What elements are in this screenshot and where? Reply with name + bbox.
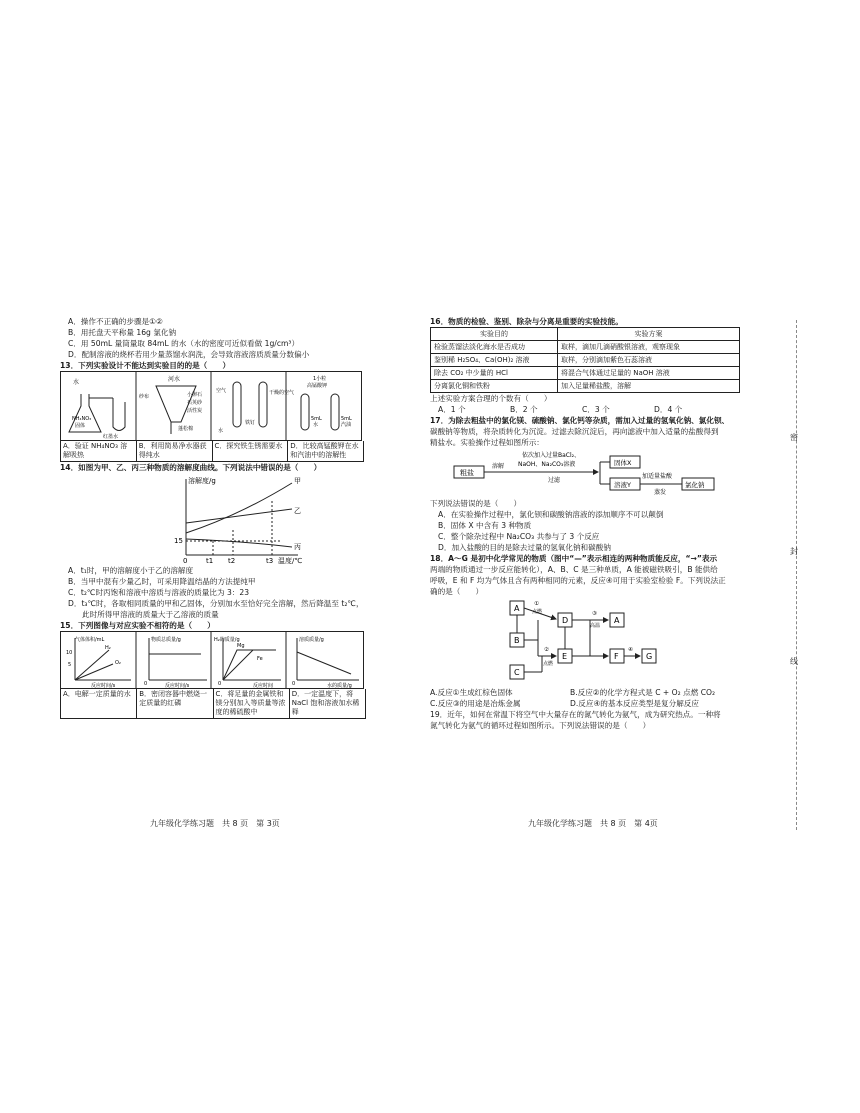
q18-mark-2: ② (544, 647, 549, 653)
q14-option-a: A．t₁时，甲的溶解度小于乙的溶解度 (68, 566, 194, 576)
q19-line-1: 19．近年，如何在常温下将空气中大量存在的氮气转化为氨气，成为研究热点。一种将 (430, 710, 721, 719)
q13b-label-sand: 石英砂 (187, 400, 203, 406)
q18-mark-1: ① (534, 601, 539, 607)
q14-xtick-t3: t3 (266, 557, 274, 566)
q13c-label-nail: 铁钉 (245, 420, 256, 426)
q13b-label-river: 河水 (168, 376, 181, 383)
q15-choice-d: D．一定温度下，将 NaCl 饱和溶液加水稀释 (291, 690, 360, 717)
q14-xtick-t2: t2 (228, 557, 236, 566)
q18-line-2: 两端的物质通过一步反应能转化），A、B、C 是三种单质，A 能被磁铁吸引，B 能供给 (430, 565, 718, 574)
q15b-xlabel: 反应时间/s (165, 683, 190, 690)
q13d-label-gasoline: 汽油 (341, 422, 352, 428)
q15a-ylabel: 气体体积/mL (75, 637, 105, 644)
q17-product: 氯化钠 (685, 481, 705, 489)
q18-option-d: D.反应④的基本反应类型是复分解反应 (570, 699, 699, 708)
q13d-label-5ml-a: 5mL (311, 416, 322, 422)
q18-line-1: 18．A～G 是初中化学常见的物质（图中“—”表示相连的两种物质能反应，“→”表示 (430, 554, 718, 563)
side-mark-mi: 密 (790, 433, 798, 442)
q17-option-a: A．在实验操作过程中，氯化钡和碳酸钠溶液的添加顺序不可以颠倒 (438, 510, 664, 519)
q14-stem: 14．如图为甲、乙、丙三种物质的溶解度曲线。下列说法中错误的是（ ） (60, 463, 322, 473)
q17-option-d: D．加入盐酸的目的是除去过量的氢氧化钠和碳酸钠 (438, 543, 611, 552)
q18-node-a: A (514, 604, 520, 613)
q17-line-3: 精盐水。实验操作过程如图所示： (430, 438, 544, 447)
q15-choice-b: B．密闭容器中燃烧一定质量的红磷 (137, 689, 213, 718)
q17-solution-y: 溶液Y (614, 481, 631, 489)
q13d-label-water: 水 (313, 422, 319, 428)
q14-xtick-t1: t1 (206, 557, 214, 566)
q17-add-reagents: 依次加入过量BaCl₂、 (522, 452, 581, 459)
q18-line-4: 确的是（ ） (430, 587, 484, 596)
q14-series-jia: 甲 (294, 477, 301, 486)
q16-option-a: A．1 个 (438, 405, 466, 414)
q15c-xlabel: 反应时间 (253, 683, 274, 690)
q17-crude-salt: 粗盐 (460, 469, 474, 477)
side-mark-feng: 封 (790, 547, 798, 556)
q14-option-c: C．t₂℃时丙饱和溶液中溶质与溶液的质量比为 3：23 (68, 588, 250, 598)
q13b-label-carbon: 活性炭 (187, 408, 203, 414)
q16-row2-plan: 取样，分别滴加紫色石蕊溶液 (558, 354, 740, 367)
q18-relation-diagram (430, 597, 795, 687)
q13a-label-water: 水 (73, 379, 80, 386)
q15d-ylabel: 溶质质量/g (299, 637, 324, 644)
q17-option-b: B．固体 X 中含有 3 种物质 (438, 521, 532, 530)
q18-options-row-2 (430, 698, 795, 709)
q16-table (430, 327, 740, 393)
q13b-label-gauze: 纱布 (139, 394, 150, 400)
q16-header-plan: 实验方案 (558, 328, 740, 341)
q14-xtick-0: 0 (183, 557, 188, 566)
q16-option-c: C．3 个 (582, 405, 610, 414)
q16-row1-goal: 检验蒸馏法淡化海水是否成功 (431, 341, 558, 354)
q13-stem: 13．下列实验设计不能达到实验目的的是（ ） (60, 361, 231, 370)
q13b-label-pebble: 小卵石 (187, 392, 203, 398)
q16-row1-plan: 取样，滴加几滴硝酸银溶液，观察现象 (558, 341, 740, 354)
q13a-label-salt: NH₄NO₃ (72, 416, 92, 422)
q18-node-a2: A (614, 616, 620, 625)
left-page (60, 316, 420, 832)
q13d-label-5ml-b: 5mL (341, 416, 352, 422)
q13-choice-b: B．利用简易净水器获得纯水 (137, 441, 213, 461)
left-page-footer: 九年级化学练习题 共 8 页 第 3页 (150, 819, 280, 828)
q13-choice-a: A．验证 NH₄NO₃ 溶解吸热 (61, 441, 137, 461)
table-row (431, 341, 740, 354)
q16-row2-goal: 鉴别稀 H₂SO₄、Ca(OH)₂ 溶液 (431, 354, 558, 367)
q18-node-b: B (514, 636, 520, 645)
q13d-label-grain: 1小粒 (313, 376, 327, 382)
q14-solubility-chart (60, 473, 420, 565)
q17-solid-x: 固体X (614, 459, 632, 467)
q18-option-b: B.反应②的化学方程式是 C + O₂ 点燃 CO₂ (570, 688, 716, 697)
q14-series-bing: 丙 (294, 543, 301, 552)
q15d-tick-0: 0 (292, 681, 296, 688)
q15a-line-h2: H₂ (105, 645, 111, 652)
q18-node-g: G (646, 652, 653, 661)
q18-mark-4: ④ (628, 647, 633, 653)
q13-apparatus-figure (60, 371, 362, 441)
q15b-tick-0: 0 (144, 681, 148, 688)
q18-node-c: C (514, 668, 520, 677)
q13c-label-air: 空气 (216, 388, 227, 394)
q15a-line-o2: O₂ (115, 660, 121, 667)
table-row (431, 380, 740, 393)
q18-node-e: E (562, 652, 568, 661)
q17-add-reagents-2: NaOH、Na₂CO₃溶液 (518, 461, 576, 468)
q17-line-2: 碳酸钠等物质，将杂质转化为沉淀。过滤去除沉淀后，再向滤液中加入适量的盐酸得到 (430, 427, 719, 436)
q13a-label-ink: 红墨水 (103, 434, 119, 440)
q14-option-d-cont: 此时所得甲溶液的质量大于乙溶液的质量 (82, 610, 219, 620)
q13-choices-row (60, 441, 364, 462)
q16-table-header (431, 328, 740, 341)
q17-option-c: C．整个除杂过程中 Na₂CO₃ 共参与了 3 个反应 (438, 532, 600, 541)
q16-row3-plan: 将混合气体通过足量的 NaOH 溶液 (558, 367, 740, 380)
q12-option-c: C．用 50mL 量筒量取 84mL 的水（水的密度可近似看做 1g/cm³） (68, 339, 300, 348)
q18-mark-hightemp: 高温 (590, 623, 601, 629)
q12-option-d: D．配制溶液的烧杯若用少量蒸馏水润洗，会导致溶液溶质质量分数偏小 (68, 350, 310, 359)
q15c-line-mg: Mg (237, 643, 245, 650)
q15a-tick-10: 10 (66, 650, 73, 657)
q18-mark-3: ③ (592, 611, 597, 617)
binding-margin-line (796, 320, 797, 830)
q19-line-2: 氮气转化为氨气的循环过程如图所示。下列说法错误的是（ ） (430, 721, 651, 730)
q16-option-d: D．4 个 (654, 405, 683, 414)
table-row (431, 354, 740, 367)
q15-graphs-figure (60, 631, 364, 689)
q18-option-c: C.反应③的用途是冶炼金属 (430, 699, 521, 708)
q18-line-3: 呼吸，E 和 F 均为气体且含有两种相同的元素，反应④可用于实验室检验 F。下列说法正 (430, 576, 726, 585)
q13c-label-dryair: 干燥的空气 (269, 390, 295, 396)
q14-ylabel: 溶解度/g (188, 477, 216, 486)
q15-stem: 15．下列图像与对应实验不相符的是（ ） (60, 621, 215, 631)
q12-option-b: B．用托盘天平称量 16g 氯化钠 (68, 328, 177, 337)
q16-header-goal: 实验目的 (431, 328, 558, 341)
q13b-label-cotton: 蓬松棉 (178, 426, 194, 432)
right-page (430, 316, 795, 832)
q16-row4-goal: 分离氯化铜和铁粉 (431, 380, 558, 393)
q18-options-row-1 (430, 687, 795, 698)
q16-stem: 16．物质的检验、鉴别、除杂与分离是重要的实验技能。 (430, 317, 623, 326)
q12-option-a: A．操作不正确的步骤是①② (68, 317, 163, 326)
q16-options (430, 404, 795, 415)
q16-question: 上述实验方案合理的个数有（ ） (430, 394, 552, 403)
q13c-label-water: 水 (218, 428, 224, 434)
q16-row4-plan: 加入足量稀盐酸，溶解 (558, 380, 740, 393)
side-mark-xian: 线 (790, 657, 798, 666)
q15d-xlabel: 水的质量/g (327, 683, 352, 690)
q15a-tick-5: 5 (68, 662, 72, 669)
q17-dissolve: 溶解 (492, 463, 505, 470)
table-row (431, 367, 740, 380)
q13d-label-kmno4: 高锰酸钾 (307, 383, 328, 389)
q17-question: 下列说法错误的是（ ） (430, 499, 522, 508)
q17-filter: 过滤 (548, 477, 561, 484)
q15-choice-a: A．电解一定质量的水 (61, 689, 137, 718)
q14-option-b: B．当甲中混有少量乙时，可采用降温结晶的方法提纯甲 (68, 577, 256, 587)
q13a-label-solid: 固体 (75, 423, 86, 429)
q18-mark-ignite-2: 点燃 (543, 661, 554, 667)
q17-add-hcl: 加适量盐酸 (642, 473, 673, 480)
q14-ytick: 15 (174, 537, 183, 546)
q16-row3-goal: 除去 CO₂ 中少量的 HCl (431, 367, 558, 380)
q13-choice-d: D．比较高锰酸钾在水和汽油中的溶解性 (290, 442, 359, 460)
q18-node-d: D (562, 616, 569, 625)
q15b-ylabel: 物质总质量/g (151, 637, 181, 644)
q13-choice-c: C．探究铁生锈需要水 (213, 441, 289, 461)
q17-flow-diagram (430, 448, 795, 498)
q14-xlabel: 温度/℃ (278, 557, 303, 566)
q18-node-f: F (614, 652, 619, 661)
q15c-ylabel: H₂的质量/g (214, 637, 240, 644)
q14-option-d: D．t₃℃时，各取相同质量的甲和乙固体，分别加水至恰好完全溶解，然后降温至 t₂℃， (68, 599, 364, 609)
right-page-footer: 九年级化学练习题 共 8 页 第 4页 (528, 819, 658, 828)
q15-choices-row (60, 689, 366, 719)
q16-option-b: B．2 个 (510, 405, 538, 414)
q15a-xlabel: 反应时间/s (91, 683, 116, 690)
q17-evaporate: 蒸发 (654, 489, 667, 496)
q15c-line-fe: Fe (257, 656, 263, 663)
q18-mark-ignite-1: 点燃 (532, 609, 543, 615)
q14-series-yi: 乙 (294, 507, 301, 516)
q15c-tick-0: 0 (218, 681, 222, 688)
q15-choice-c: C．将足量的金属铁和镁分别加入等质量等浓度的稀硫酸中 (214, 689, 290, 718)
q18-option-a: A.反应①生成红棕色固体 (430, 688, 513, 697)
q17-line-1: 17．为除去粗盐中的氯化镁、硫酸钠、氯化钙等杂质，需加入过量的氢氧化钠、氯化钡、 (430, 416, 730, 425)
